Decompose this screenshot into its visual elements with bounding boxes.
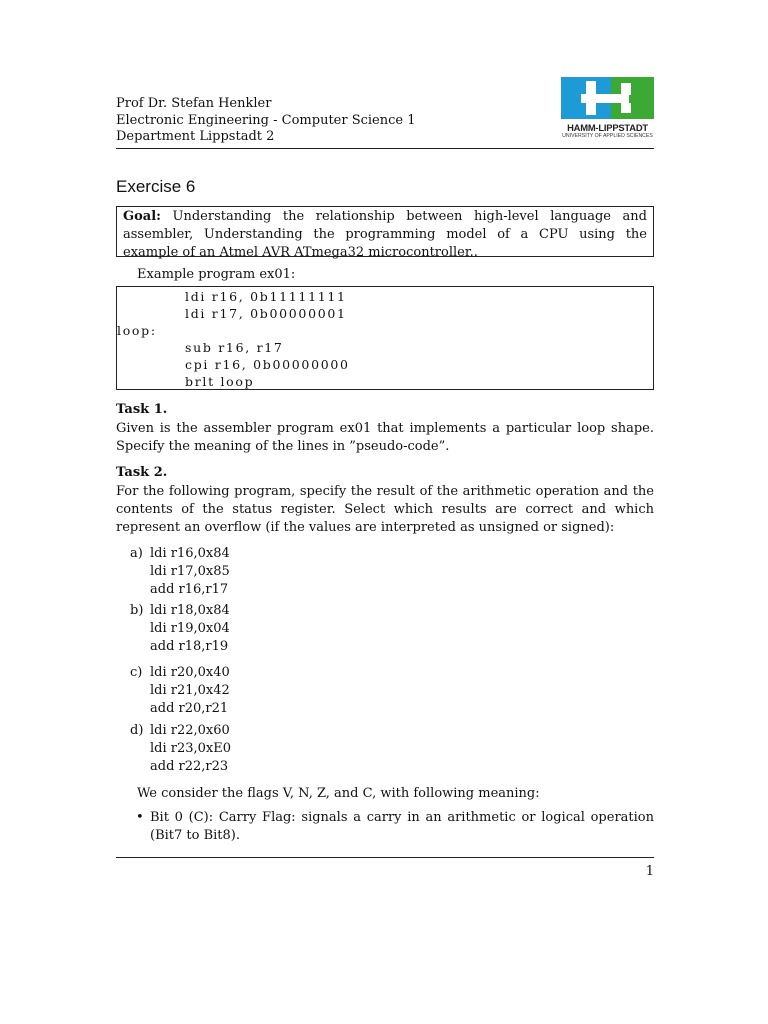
logo-graphic <box>561 77 654 119</box>
list-marker: b) <box>130 603 144 618</box>
instruction-line: ldi r21,0x42 <box>150 683 230 698</box>
task2-text: For the following program, specify the result of the arithmetic operation and the contents of the status register. Select which results are correct and which represent an overflow (if the values are interpreted as unsigned or signed): <box>116 484 654 535</box>
code-listing <box>116 286 654 390</box>
logo-name: HAMM-LIPPSTADT <box>567 122 648 133</box>
goal-box <box>116 206 654 260</box>
header-info <box>116 96 416 146</box>
goal-text: Understanding the relationship between high-level language and assembler, Understanding the programming model of a CPU using the example of an Atmel AVR ATmega32 microcontroller.. <box>123 209 647 260</box>
list-marker: a) <box>130 546 143 561</box>
flags-intro: We consider the flags V, N, Z, and C, with following meaning: <box>137 786 540 801</box>
instruction-line: ldi r22,0x60 <box>150 723 230 738</box>
page-number: 1 <box>645 864 654 879</box>
instruction-line: add r16,r17 <box>150 582 229 597</box>
bullet-text: Bit 0 (C): Carry Flag: signals a carry in an arithmetic or logical operation (Bit7 to Bit8). <box>150 810 654 843</box>
code-line-label: loop: <box>117 323 157 338</box>
code-line: cpi r16, 0b00000000 <box>185 357 350 372</box>
header-program: Electronic Engineering - Computer Science 1 <box>116 112 416 128</box>
task2-title: Task 2. <box>116 465 168 480</box>
list-marker: c) <box>130 665 143 680</box>
instruction-line: ldi r19,0x04 <box>150 621 230 636</box>
goal-label: Goal: <box>123 209 161 224</box>
instruction-line: ldi r18,0x84 <box>150 603 230 618</box>
example-label: Example program ex01: <box>137 267 296 282</box>
bullet-icon: • <box>136 810 144 825</box>
footer-rule <box>116 857 654 858</box>
task1-text: Given is the assembler program ex01 that implements a particular loop shape. Specify the meaning of the lines in ”pseudo-code”. <box>116 421 654 454</box>
header-department: Department Lippstadt 2 <box>116 129 275 144</box>
list-marker: d) <box>130 723 144 738</box>
instruction-line: ldi r17,0x85 <box>150 564 230 579</box>
header-rule <box>116 148 654 149</box>
task1-title: Task 1. <box>116 402 168 417</box>
instruction-line: add r18,r19 <box>150 639 229 654</box>
instruction-line: add r22,r23 <box>150 759 229 774</box>
header-author: Prof Dr. Stefan Henkler <box>116 96 272 111</box>
instruction-line: ldi r20,0x40 <box>150 665 230 680</box>
page-title: Exercise 6 <box>116 177 196 196</box>
code-line: brlt loop <box>185 374 255 389</box>
instruction-line: ldi r23,0xE0 <box>150 741 232 756</box>
code-line: ldi r17, 0b00000001 <box>185 306 347 321</box>
university-logo <box>561 77 654 145</box>
instruction-line: ldi r16,0x84 <box>150 546 230 561</box>
instruction-line: add r20,r21 <box>150 701 229 716</box>
logo-subtitle: UNIVERSITY OF APPLIED SCIENCES <box>562 133 653 139</box>
code-line: sub r16, r17 <box>185 340 284 355</box>
code-line: ldi r16, 0b11111111 <box>185 289 347 304</box>
